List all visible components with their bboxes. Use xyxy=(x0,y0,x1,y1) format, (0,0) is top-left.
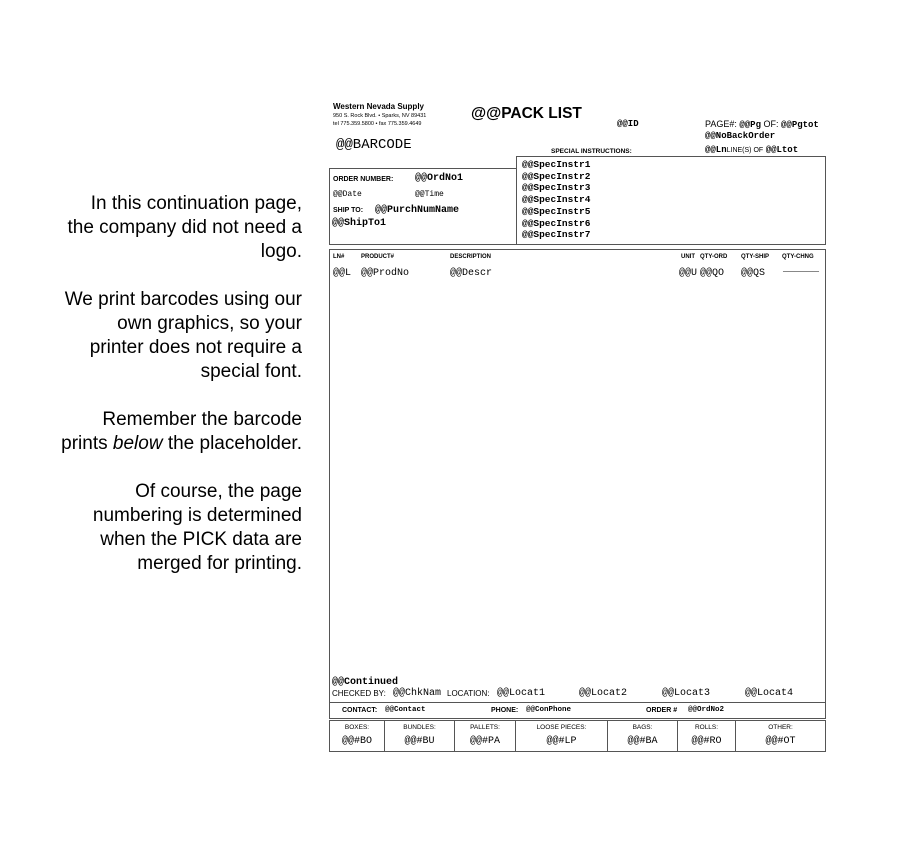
package-value: @@#BO xyxy=(341,736,372,747)
package-boxes xyxy=(330,721,384,752)
col-qty-ord: QTY-ORD xyxy=(700,254,728,260)
line-value: @@Ln xyxy=(705,145,727,155)
package-label: OTHER: xyxy=(768,724,793,731)
special-instruction: @@SpecInstr4 xyxy=(522,194,591,206)
col-qty-chng: QTY-CHNG xyxy=(782,254,814,260)
package-value: @@#BA xyxy=(627,736,658,747)
location-3: @@Locat3 xyxy=(662,688,711,699)
package-pallets xyxy=(455,721,515,752)
col-unit: UNIT xyxy=(681,254,695,260)
document-title: @@PACK LIST xyxy=(471,105,582,122)
page-label: PAGE#: xyxy=(705,119,737,129)
purchase-name: @@PurchNumName xyxy=(375,205,460,216)
checked-by-label: CHECKED BY: xyxy=(332,689,386,698)
note-logo: In this continuation page, the company did not need a logo. xyxy=(67,193,302,262)
package-counts-box xyxy=(329,720,826,752)
special-instruction: @@SpecInstr6 xyxy=(522,217,591,229)
package-bundles xyxy=(385,721,454,752)
items-box xyxy=(329,249,826,703)
package-label: ROLLS: xyxy=(694,724,719,731)
special-instruction: @@SpecInstr3 xyxy=(522,182,591,194)
special-instruction: @@SpecInstr5 xyxy=(522,205,591,217)
package-value: @@#RO xyxy=(691,736,722,747)
col-description: DESCRIPTION xyxy=(450,254,492,260)
lines-info xyxy=(705,144,798,155)
notes-panel xyxy=(60,192,302,600)
location-2: @@Locat2 xyxy=(579,688,628,699)
package-value: @@#BU xyxy=(404,736,435,747)
barcode-placeholder: @@BARCODE xyxy=(336,137,412,153)
item-qty-ship: @@QS xyxy=(741,268,766,279)
package-label: BUNDLES: xyxy=(403,724,436,731)
package-loose-pieces xyxy=(516,721,607,752)
order-time: @@Time xyxy=(415,190,444,199)
special-instruction: @@SpecInstr2 xyxy=(522,170,591,182)
item-qty-ord: @@QO xyxy=(700,268,725,279)
page-value: @@Pg xyxy=(739,120,761,130)
col-ln: LN# xyxy=(333,254,345,260)
phone-label: PHONE: xyxy=(491,707,519,714)
company-name: Western Nevada Supply xyxy=(333,102,424,111)
note-barcode-pre: Remember the barcode prints xyxy=(61,409,302,454)
continued-marker: @@Continued xyxy=(332,677,399,688)
no-backorder: @@NoBackOrder xyxy=(705,131,776,141)
order-number-label: ORDER NUMBER: xyxy=(333,176,394,183)
item-description: @@Descr xyxy=(450,268,493,279)
note-barcode-em: below xyxy=(112,433,163,454)
location-label: LOCATION: xyxy=(447,689,490,698)
package-other xyxy=(736,721,825,752)
note-barcodes: We print barcodes using our own graphics, so your printer does not require a special font. xyxy=(64,289,302,382)
contact-value: @@Contact xyxy=(385,706,426,714)
lines-label: LINE(S) OF xyxy=(726,147,764,154)
order2-label: ORDER # xyxy=(646,707,678,714)
package-bags xyxy=(608,721,677,752)
package-label: BOXES: xyxy=(344,724,370,731)
item-ln: @@L xyxy=(333,268,352,279)
item-product: @@ProdNo xyxy=(361,268,410,279)
location-4: @@Locat4 xyxy=(745,688,794,699)
page-total: @@Pgtot xyxy=(781,120,819,130)
package-label: PALLETS: xyxy=(470,724,500,731)
note-page-numbering: Of course, the page numbering is determined when the PICK data are merged for printing. xyxy=(92,481,302,574)
ship-to-line1: @@ShipTo1 xyxy=(332,218,387,229)
checked-by-name: @@ChkNam xyxy=(393,688,442,699)
package-value: @@#LP xyxy=(546,736,577,747)
item-qty-chng: ______ xyxy=(783,264,820,275)
order-number: @@OrdNo1 xyxy=(415,173,464,184)
page-info xyxy=(705,119,819,130)
note-barcode-post: the placeholder. xyxy=(162,433,302,454)
contact-label: CONTACT: xyxy=(342,707,378,714)
special-instructions-label: SPECIAL INSTRUCTIONS: xyxy=(551,148,632,155)
col-qty-ship: QTY-SHIP xyxy=(741,254,770,260)
package-value: @@#PA xyxy=(469,736,500,747)
note-barcode-position xyxy=(60,408,302,456)
lines-total: @@Ltot xyxy=(765,145,799,155)
order-date: @@Date xyxy=(333,190,362,199)
col-product: PRODUCT# xyxy=(361,254,395,260)
company-address: 950 S. Rock Blvd. • Sparks, NV 89431 xyxy=(333,113,427,119)
location-1: @@Locat1 xyxy=(497,688,546,699)
special-instruction: @@SpecInstr1 xyxy=(522,159,591,170)
company-phone: tel 775.359.5800 • fax 775.359.4649 xyxy=(333,121,422,127)
package-label: LOOSE PIECES: xyxy=(536,724,587,731)
phone-value: @@ConPhone xyxy=(526,706,572,714)
special-instructions-list xyxy=(522,159,590,241)
package-rolls xyxy=(678,721,735,752)
of-label: OF: xyxy=(763,119,779,129)
ship-to-label: SHIP TO: xyxy=(333,207,364,214)
package-value: @@#OT xyxy=(765,736,796,747)
special-instruction: @@SpecInstr7 xyxy=(522,229,591,241)
document-id: @@ID xyxy=(617,119,639,129)
package-label: BAGS: xyxy=(632,724,653,731)
order2-value: @@OrdNo2 xyxy=(688,706,725,714)
item-unit: @@U xyxy=(679,268,698,279)
